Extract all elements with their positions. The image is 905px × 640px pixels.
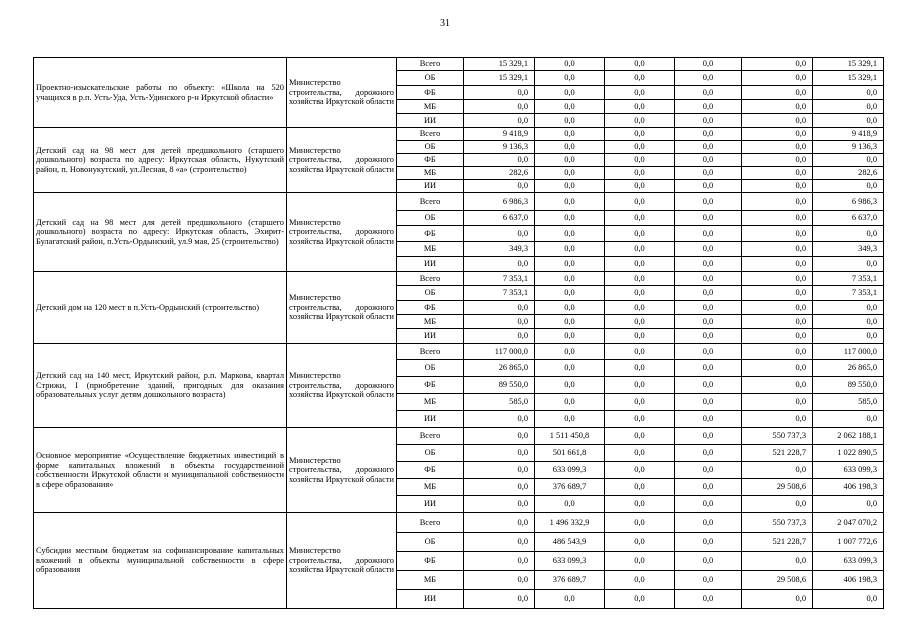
value-cell: 117 000,0 <box>813 344 884 360</box>
funding-source: ИИ <box>397 329 464 344</box>
value-cell: 0,0 <box>813 329 884 344</box>
table-body <box>34 58 884 609</box>
funding-source: Всего <box>397 428 464 445</box>
value-cell: 0,0 <box>464 301 535 315</box>
value-cell: 0,0 <box>742 86 813 100</box>
value-cell: 282,6 <box>464 167 535 180</box>
value-cell: 0,0 <box>675 377 742 394</box>
value-cell: 0,0 <box>675 58 742 71</box>
funding-source: ФБ <box>397 154 464 167</box>
value-cell: 0,0 <box>605 496 675 513</box>
value-cell: 7 353,1 <box>464 286 535 301</box>
funding-source: ФБ <box>397 552 464 571</box>
value-cell: 0,0 <box>742 377 813 394</box>
value-cell: 0,0 <box>742 329 813 344</box>
value-cell: 9 136,3 <box>464 141 535 154</box>
row-description: Детский сад на 140 мест, Иркутский район, р.п. Маркова, квартал Стрижи, I (приобретение зданий, пригодных для оказания образовательных услуг детям дошкольного возраста) <box>34 344 287 428</box>
value-cell: 6 637,0 <box>464 211 535 226</box>
funding-source: МБ <box>397 394 464 411</box>
value-cell: 1 022 890,5 <box>813 445 884 462</box>
value-cell: 0,0 <box>464 154 535 167</box>
value-cell: 0,0 <box>605 211 675 226</box>
funding-source: МБ <box>397 479 464 496</box>
value-cell: 0,0 <box>605 154 675 167</box>
value-cell: 0,0 <box>813 100 884 114</box>
value-cell: 29 508,6 <box>742 571 813 590</box>
value-cell: 0,0 <box>675 428 742 445</box>
value-cell: 0,0 <box>605 226 675 242</box>
value-cell: 0,0 <box>464 445 535 462</box>
value-cell: 7 353,1 <box>813 286 884 301</box>
value-cell: 0,0 <box>675 590 742 609</box>
value-cell: 633 099,3 <box>535 552 605 571</box>
funding-source: ФБ <box>397 462 464 479</box>
value-cell: 0,0 <box>813 114 884 128</box>
value-cell: 0,0 <box>742 301 813 315</box>
value-cell: 0,0 <box>675 141 742 154</box>
value-cell: 0,0 <box>535 71 605 86</box>
value-cell: 0,0 <box>813 315 884 329</box>
value-cell: 2 047 070,2 <box>813 513 884 533</box>
value-cell: 349,3 <box>464 242 535 257</box>
value-cell: 0,0 <box>742 360 813 377</box>
value-cell: 0,0 <box>605 128 675 141</box>
value-cell: 0,0 <box>535 411 605 428</box>
value-cell: 0,0 <box>535 344 605 360</box>
value-cell: 0,0 <box>464 479 535 496</box>
table-row <box>34 128 884 141</box>
value-cell: 7 353,1 <box>464 272 535 286</box>
row-organization: Министерство строительства, дорожного хозяйства Иркутской области <box>287 272 397 344</box>
value-cell: 0,0 <box>605 301 675 315</box>
value-cell: 0,0 <box>535 193 605 211</box>
value-cell: 633 099,3 <box>535 462 605 479</box>
funding-source: ИИ <box>397 257 464 272</box>
value-cell: 0,0 <box>813 180 884 193</box>
value-cell: 550 737,3 <box>742 428 813 445</box>
value-cell: 0,0 <box>813 226 884 242</box>
value-cell: 0,0 <box>742 100 813 114</box>
value-cell: 0,0 <box>675 394 742 411</box>
table-row <box>34 344 884 360</box>
table-row <box>34 513 884 533</box>
value-cell: 29 508,6 <box>742 479 813 496</box>
funding-source: ОБ <box>397 533 464 552</box>
value-cell: 0,0 <box>605 272 675 286</box>
value-cell: 26 865,0 <box>464 360 535 377</box>
value-cell: 0,0 <box>464 590 535 609</box>
value-cell: 633 099,3 <box>813 462 884 479</box>
value-cell: 89 550,0 <box>464 377 535 394</box>
value-cell: 0,0 <box>675 479 742 496</box>
value-cell: 0,0 <box>535 286 605 301</box>
value-cell: 0,0 <box>535 86 605 100</box>
value-cell: 0,0 <box>742 114 813 128</box>
value-cell: 0,0 <box>605 377 675 394</box>
value-cell: 0,0 <box>813 257 884 272</box>
value-cell: 0,0 <box>742 154 813 167</box>
value-cell: 0,0 <box>535 226 605 242</box>
row-description: Основное мероприятие «Осуществление бюджетных инвестиций в форме капитальных вложений в объекты государственной собственности Иркутской области и муниципальной собственности в сфере образования» <box>34 428 287 513</box>
value-cell: 0,0 <box>605 86 675 100</box>
value-cell: 0,0 <box>464 428 535 445</box>
value-cell: 376 689,7 <box>535 479 605 496</box>
value-cell: 0,0 <box>535 301 605 315</box>
value-cell: 0,0 <box>675 180 742 193</box>
value-cell: 0,0 <box>675 552 742 571</box>
value-cell: 0,0 <box>742 462 813 479</box>
value-cell: 0,0 <box>605 462 675 479</box>
value-cell: 0,0 <box>535 58 605 71</box>
value-cell: 0,0 <box>605 513 675 533</box>
funding-source: ОБ <box>397 286 464 301</box>
value-cell: 0,0 <box>675 193 742 211</box>
value-cell: 0,0 <box>464 86 535 100</box>
value-cell: 9 136,3 <box>813 141 884 154</box>
value-cell: 0,0 <box>742 167 813 180</box>
budget-table <box>33 57 884 609</box>
value-cell: 0,0 <box>535 590 605 609</box>
value-cell: 0,0 <box>535 141 605 154</box>
value-cell: 0,0 <box>742 193 813 211</box>
value-cell: 0,0 <box>742 71 813 86</box>
funding-source: Всего <box>397 128 464 141</box>
value-cell: 633 099,3 <box>813 552 884 571</box>
value-cell: 0,0 <box>813 86 884 100</box>
funding-source: ФБ <box>397 86 464 100</box>
value-cell: 15 329,1 <box>813 58 884 71</box>
table-row <box>34 58 884 71</box>
value-cell: 0,0 <box>742 552 813 571</box>
funding-source: ФБ <box>397 377 464 394</box>
value-cell: 0,0 <box>535 496 605 513</box>
row-organization: Министерство строительства, дорожного хозяйства Иркутской области <box>287 58 397 128</box>
value-cell: 0,0 <box>605 71 675 86</box>
value-cell: 0,0 <box>535 211 605 226</box>
value-cell: 0,0 <box>675 167 742 180</box>
funding-source: Всего <box>397 58 464 71</box>
value-cell: 0,0 <box>535 329 605 344</box>
value-cell: 0,0 <box>535 377 605 394</box>
funding-source: ОБ <box>397 141 464 154</box>
value-cell: 585,0 <box>464 394 535 411</box>
value-cell: 521 228,7 <box>742 445 813 462</box>
value-cell: 15 329,1 <box>464 71 535 86</box>
value-cell: 0,0 <box>605 242 675 257</box>
value-cell: 0,0 <box>605 286 675 301</box>
value-cell: 0,0 <box>675 86 742 100</box>
value-cell: 0,0 <box>535 257 605 272</box>
row-description: Детский сад на 98 мест для детей предшкольного (старшего дошкольного) возраста по адресу: Иркутская область, Нукутский район, п. Новонукутский, ул.Лесная, 8 «а» (строительство) <box>34 128 287 193</box>
value-cell: 0,0 <box>675 154 742 167</box>
funding-source: МБ <box>397 242 464 257</box>
value-cell: 1 496 332,9 <box>535 513 605 533</box>
value-cell: 0,0 <box>605 445 675 462</box>
row-description: Детский сад на 98 мест для детей предшкольного (старшего дошкольного) возраста по адресу: Иркутская область, Эхирит-Булагатский район, п.Усть-Ордынский, ул.9 мая, 25 (строительство) <box>34 193 287 272</box>
value-cell: 1 511 450,8 <box>535 428 605 445</box>
value-cell: 0,0 <box>675 257 742 272</box>
value-cell: 0,0 <box>605 479 675 496</box>
table-row <box>34 272 884 286</box>
value-cell: 0,0 <box>742 226 813 242</box>
value-cell: 406 198,3 <box>813 571 884 590</box>
value-cell: 6 986,3 <box>464 193 535 211</box>
value-cell: 0,0 <box>742 394 813 411</box>
value-cell: 0,0 <box>675 462 742 479</box>
value-cell: 349,3 <box>813 242 884 257</box>
value-cell: 406 198,3 <box>813 479 884 496</box>
value-cell: 521 228,7 <box>742 533 813 552</box>
value-cell: 0,0 <box>464 411 535 428</box>
row-description: Детский дом на 120 мест в п.Усть-Ордынский (строительство) <box>34 272 287 344</box>
value-cell: 0,0 <box>464 315 535 329</box>
funding-source: МБ <box>397 571 464 590</box>
value-cell: 0,0 <box>675 272 742 286</box>
value-cell: 0,0 <box>605 329 675 344</box>
value-cell: 0,0 <box>464 571 535 590</box>
value-cell: 0,0 <box>742 315 813 329</box>
row-description: Проектно-изыскательские работы по объекту: «Школа на 520 учащихся в р.п. Усть-Уда, Усть-Удинского р-н Иркутской области» <box>34 58 287 128</box>
value-cell: 0,0 <box>464 496 535 513</box>
value-cell: 89 550,0 <box>813 377 884 394</box>
funding-source: ИИ <box>397 180 464 193</box>
page-number: 31 <box>440 18 450 29</box>
value-cell: 0,0 <box>675 114 742 128</box>
value-cell: 0,0 <box>464 513 535 533</box>
value-cell: 0,0 <box>813 590 884 609</box>
value-cell: 0,0 <box>675 226 742 242</box>
funding-source: ОБ <box>397 445 464 462</box>
value-cell: 0,0 <box>742 242 813 257</box>
value-cell: 0,0 <box>675 128 742 141</box>
value-cell: 0,0 <box>675 533 742 552</box>
value-cell: 0,0 <box>813 411 884 428</box>
row-description: Субсидии местным бюджетам на софинансирование капитальных вложений в объекты муниципальной собственности в сфере образования <box>34 513 287 609</box>
value-cell: 0,0 <box>535 242 605 257</box>
value-cell: 0,0 <box>605 428 675 445</box>
value-cell: 0,0 <box>675 286 742 301</box>
value-cell: 0,0 <box>605 360 675 377</box>
value-cell: 0,0 <box>675 411 742 428</box>
value-cell: 0,0 <box>675 211 742 226</box>
value-cell: 0,0 <box>742 180 813 193</box>
value-cell: 0,0 <box>675 71 742 86</box>
value-cell: 0,0 <box>464 552 535 571</box>
value-cell: 0,0 <box>605 344 675 360</box>
value-cell: 0,0 <box>675 242 742 257</box>
value-cell: 0,0 <box>605 411 675 428</box>
table-row <box>34 193 884 211</box>
value-cell: 486 543,9 <box>535 533 605 552</box>
value-cell: 0,0 <box>742 141 813 154</box>
value-cell: 0,0 <box>535 128 605 141</box>
value-cell: 585,0 <box>813 394 884 411</box>
value-cell: 15 329,1 <box>464 58 535 71</box>
value-cell: 0,0 <box>742 128 813 141</box>
value-cell: 0,0 <box>675 100 742 114</box>
value-cell: 0,0 <box>535 360 605 377</box>
value-cell: 0,0 <box>675 571 742 590</box>
value-cell: 0,0 <box>675 496 742 513</box>
table-row <box>34 428 884 445</box>
value-cell: 0,0 <box>742 58 813 71</box>
value-cell: 0,0 <box>464 100 535 114</box>
funding-source: ИИ <box>397 114 464 128</box>
funding-source: МБ <box>397 315 464 329</box>
value-cell: 0,0 <box>742 344 813 360</box>
value-cell: 0,0 <box>535 394 605 411</box>
value-cell: 0,0 <box>605 257 675 272</box>
value-cell: 0,0 <box>464 462 535 479</box>
funding-source: ОБ <box>397 360 464 377</box>
value-cell: 550 737,3 <box>742 513 813 533</box>
row-organization: Министерство строительства, дорожного хозяйства Иркутской области <box>287 428 397 513</box>
value-cell: 0,0 <box>742 272 813 286</box>
value-cell: 0,0 <box>605 167 675 180</box>
value-cell: 0,0 <box>605 315 675 329</box>
value-cell: 0,0 <box>742 590 813 609</box>
value-cell: 0,0 <box>535 272 605 286</box>
value-cell: 0,0 <box>605 394 675 411</box>
value-cell: 0,0 <box>535 167 605 180</box>
value-cell: 0,0 <box>535 180 605 193</box>
value-cell: 0,0 <box>742 257 813 272</box>
funding-source: Всего <box>397 193 464 211</box>
value-cell: 0,0 <box>464 114 535 128</box>
funding-source: ОБ <box>397 211 464 226</box>
funding-source: Всего <box>397 272 464 286</box>
row-organization: Министерство строительства, дорожного хозяйства Иркутской области <box>287 193 397 272</box>
value-cell: 0,0 <box>464 329 535 344</box>
value-cell: 0,0 <box>464 180 535 193</box>
funding-source: Всего <box>397 344 464 360</box>
value-cell: 0,0 <box>605 180 675 193</box>
value-cell: 0,0 <box>675 513 742 533</box>
value-cell: 0,0 <box>742 211 813 226</box>
funding-source: ФБ <box>397 226 464 242</box>
value-cell: 0,0 <box>535 154 605 167</box>
value-cell: 6 986,3 <box>813 193 884 211</box>
value-cell: 0,0 <box>605 571 675 590</box>
value-cell: 0,0 <box>675 301 742 315</box>
funding-source: МБ <box>397 100 464 114</box>
funding-source: Всего <box>397 513 464 533</box>
row-organization: Министерство строительства, дорожного хозяйства Иркутской области <box>287 513 397 609</box>
value-cell: 0,0 <box>813 301 884 315</box>
value-cell: 0,0 <box>605 193 675 211</box>
value-cell: 0,0 <box>813 154 884 167</box>
value-cell: 1 007 772,6 <box>813 533 884 552</box>
value-cell: 0,0 <box>605 100 675 114</box>
funding-source: ФБ <box>397 301 464 315</box>
value-cell: 282,6 <box>813 167 884 180</box>
value-cell: 2 062 188,1 <box>813 428 884 445</box>
value-cell: 376 689,7 <box>535 571 605 590</box>
value-cell: 0,0 <box>675 360 742 377</box>
value-cell: 26 865,0 <box>813 360 884 377</box>
value-cell: 0,0 <box>464 533 535 552</box>
value-cell: 9 418,9 <box>813 128 884 141</box>
value-cell: 0,0 <box>675 315 742 329</box>
value-cell: 0,0 <box>535 114 605 128</box>
funding-source: ИИ <box>397 496 464 513</box>
value-cell: 0,0 <box>813 496 884 513</box>
value-cell: 0,0 <box>535 100 605 114</box>
value-cell: 0,0 <box>742 496 813 513</box>
value-cell: 15 329,1 <box>813 71 884 86</box>
value-cell: 0,0 <box>535 315 605 329</box>
value-cell: 0,0 <box>675 329 742 344</box>
value-cell: 0,0 <box>675 344 742 360</box>
funding-source: ОБ <box>397 71 464 86</box>
funding-source: ИИ <box>397 411 464 428</box>
value-cell: 0,0 <box>605 533 675 552</box>
value-cell: 0,0 <box>605 141 675 154</box>
value-cell: 0,0 <box>605 58 675 71</box>
row-organization: Министерство строительства, дорожного хозяйства Иркутской области <box>287 344 397 428</box>
value-cell: 0,0 <box>464 257 535 272</box>
value-cell: 6 637,0 <box>813 211 884 226</box>
value-cell: 501 661,8 <box>535 445 605 462</box>
value-cell: 117 000,0 <box>464 344 535 360</box>
funding-source: ИИ <box>397 590 464 609</box>
value-cell: 7 353,1 <box>813 272 884 286</box>
value-cell: 0,0 <box>605 552 675 571</box>
value-cell: 0,0 <box>605 590 675 609</box>
value-cell: 0,0 <box>742 286 813 301</box>
value-cell: 0,0 <box>742 411 813 428</box>
funding-source: МБ <box>397 167 464 180</box>
value-cell: 0,0 <box>605 114 675 128</box>
value-cell: 9 418,9 <box>464 128 535 141</box>
row-organization: Министерство строительства, дорожного хозяйства Иркутской области <box>287 128 397 193</box>
value-cell: 0,0 <box>675 445 742 462</box>
value-cell: 0,0 <box>464 226 535 242</box>
